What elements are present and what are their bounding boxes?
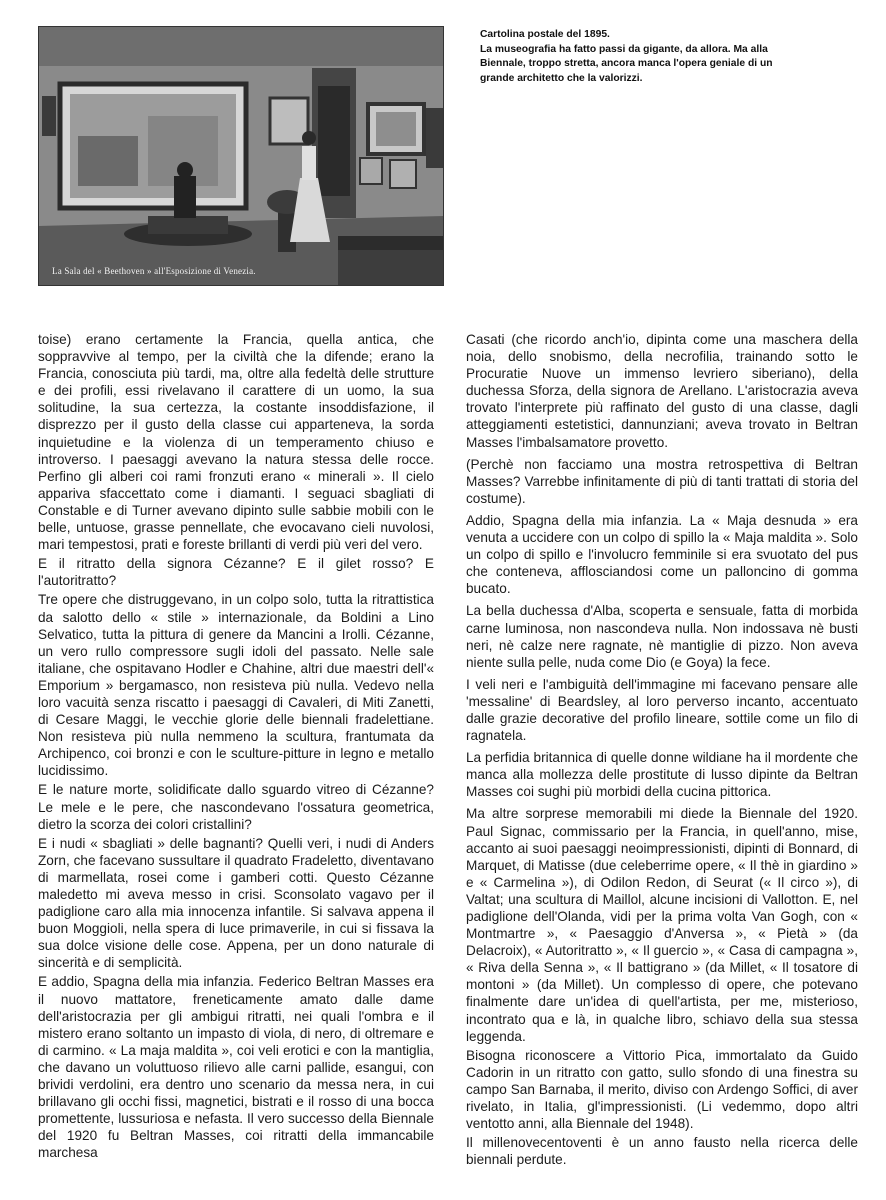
paragraph: E addio, Spagna della mia infanzia. Federico Beltran Masses era il nuovo mattatore, freneticamente amato dalle dame dell'aristocrazia per gli ambigui ritratti, nei quali l'ombra e il mistero erano soltanto un impasto di viola, di nero, di oltremare e di carmino. « La maja maldita », coi veli erotici e con la mantiglia, che davano un voluttuoso rilievo alle carni pallide, esangui, con brividi verdolini, era dentro uno scenario da messa nera, in cui brillavano gli occhi fissi, magnetici, bistrati e il rosso di una bocca promettente, lussuriosa e nefasta. Il vero successo della Biennale del 1920 fu Beltran Masses, coi ritratti della immancabile marchesa — [38, 974, 434, 1161]
gallery-room-illustration — [38, 26, 444, 286]
paragraph: E il ritratto della signora Cézanne? E il gilet rosso? E l'autoritratto? — [38, 556, 434, 589]
paragraph: (Perchè non facciamo una mostra retrospettiva di Beltran Masses? Varrebbe infinitamente di più di tanti trattati di storia del costume). — [466, 456, 858, 506]
exhibition-photo — [38, 26, 444, 286]
paragraph: E i nudi « sbagliati » delle bagnanti? Quelli veri, i nudi di Anders Zorn, che facevano sussultare il quadrato Fradeletto, diventavano di marmellata, rosei come i gamberi cotti. Questo Cézanne maledetto mi aveva messo in crisi. Sconsolato vagavo per il padiglione caro alla mia innocenza infantile. Si salvava appena il buon Moggioli, nella spera di luce primaverile, in cui si fissava la sua dolce visione delle cose. Appena, per un dono naturale di sincerità e di semplicità. — [38, 835, 434, 971]
right-column — [466, 331, 858, 1168]
paragraph: Ma altre sorprese memorabili mi diede la Biennale del 1920. Paul Signac, commissario per la Francia, in quell'anno, mise, accanto ai suoi paesaggi neoimpressionisti, dipinti di Bonnard, di Marquet, di Matisse (due celeberrime opere, « Il thè in giardino » e « Carmelina »), di Odilon Redon, di Seurat (« Il circo »), di Valtat; una scultura di Maillol, alcune incisioni di Vallotton. E, nel padiglione dell'Olanda, vidi per la prima volta Van Gogh, con « Montmartre », « Paesaggio d'Anversa », « Pietà » (da Delacroix), « Autoritratto », « Il guercio », « Casa di campagna », « Riva della Senna », « Il battigrano » (da Millet, « Il tosatore di montoni » (da Millet). Un complesso di opere, che potevano finalmente dare un'idea di quell'artista, per me, misterioso, incontrato qua e là, in qualche libro, schiavo della sua stessa leggenda. — [466, 806, 858, 1044]
paragraph: La perfidia britannica di quelle donne wildiane ha il mordente che manca alla mollezza delle prostitute di lusso dipinte da Beltran Masses coi sughi più morbidi della cucina pittorica. — [466, 750, 858, 800]
paragraph: Il millenovecentoventi è un anno fausto nella ricerca delle biennali perdute. — [466, 1135, 858, 1168]
paragraph: Casati (che ricordo anch'io, dipinta come una maschera della noia, dello snobismo, della necrofilia, trainando sotto le Procuratie Nuove un immenso levriero siberiano), della duchessa Sforza, della signora de Arellano. L'aristocrazia aveva trovato l'interprete più raffinato del gusto di una classe, dagli atteggiamenti estetistici, dannunziani; aveva trovato in Beltran Masses l'imbalsamatore provetto. — [466, 332, 858, 450]
paragraph: La bella duchessa d'Alba, scoperta e sensuale, fatta di morbida carne luminosa, non nascondeva nulla. Non indossava nè busti neri, nè calze nere ragnate, nè mantiglie di pizzo. Non aveva niente sulla pelle, nuda come Dio (e Goya) la fece. — [466, 603, 858, 670]
left-column — [38, 331, 434, 1162]
paragraph: I veli neri e l'ambiguità dell'immagine mi facevano pensare alle 'messaline' di Beardsley, al loro perverso incanto, accentuato dalle grazie decorative del profilo lineare, sottile come un filo di ragnatela. — [466, 676, 858, 744]
caption-line: La museografia ha fatto passi da gigante, da allora. Ma alla Biennale, troppo stretta, ancora manca l'opera geniale di un grande architetto che la valorizzi. — [480, 43, 773, 84]
paragraph: toise) erano certamente la Francia, quella antica, che soppravvive al tempo, per la civiltà che la difende; erano la Francia, conosciuta più tardi, ma, oltre alla fedeltà delle strutture e dei profili, essi rivelavano il carattere di un uomo, la sua solitudine, la sua certezza, la costante insoddisfazione, il disprezzo per il gusto della classe cui apparteneva, la sorda inquietudine e la violenza di un temperamento chiuso e introverso. I paesaggi avevano la natura stessa delle rocce. Perfino gli alberi coi rami fronzuti erano « minerali ». Il cielo appariva sfaccettato come i diamanti. I seguaci sbagliati di Constable e di Turner avevano dipinto sulle sabbie mobili con le belle, untuose, grasse pennellate, che evocavano cieli nuvolosi, mari tempestosi, prati e foreste brillanti di verdi più veri del vero. — [38, 332, 434, 553]
photo-caption: La Sala del « Beethoven » all'Esposizione di Venezia. — [52, 266, 256, 276]
figure-caption — [480, 28, 780, 86]
paragraph: E le nature morte, solidificate dallo sguardo vitreo di Cézanne? Le mele e le pere, che nascondevano l'ossatura geometrica, dietro la scorza dei colori cristallini? — [38, 782, 434, 832]
caption-line: Cartolina postale del 1895. — [480, 29, 610, 40]
paragraph: Bisogna riconoscere a Vittorio Pica, immortalato da Guido Cadorin in un ritratto con gatto, sullo sfondo di una finestra su campo San Barnaba, il merito, diviso con Ardengo Soffici, di aver rivelato, in Italia, gl'impressionisti. (Li vedemmo, dopo altri ventotto anni, alla Biennale del 1948). — [466, 1047, 858, 1132]
paragraph: Addio, Spagna della mia infanzia. La « Maja desnuda » era venuta a uccidere con un colpo di spillo la « Maja maldita ». Solo un colpo di spillo e l'involucro femminile si era svuotato del pus che conteneva, afflosciandosi come un palloncino di gomma bucato. — [466, 512, 858, 597]
paragraph: Tre opere che distruggevano, in un colpo solo, tutta la ritrattistica da salotto dello « stile » internazionale, da Boldini a Lino Selvatico, tutta la pittura di genere da Mancini a Irolli. Cézanne, un vero rullo compressore sugli idoli del passato. Nelle sale italiane, che ospitavano Hodler e Chahine, altri due maestri dell'« Emporium » bergamasco, non resisteva più nulla. Vedevo nella loro vacuità senza riscatto i paesaggi di Cavaleri, di Miti Zanetti, di Cesare Maggi, le vecchie glorie delle biennali fradelettiane. Non resisteva più nulla nemmeno la scultura, frantumata da Archipenco, coi bronzi e con le sculture-pitture in legno e metallo lucidissimo. — [38, 592, 434, 779]
